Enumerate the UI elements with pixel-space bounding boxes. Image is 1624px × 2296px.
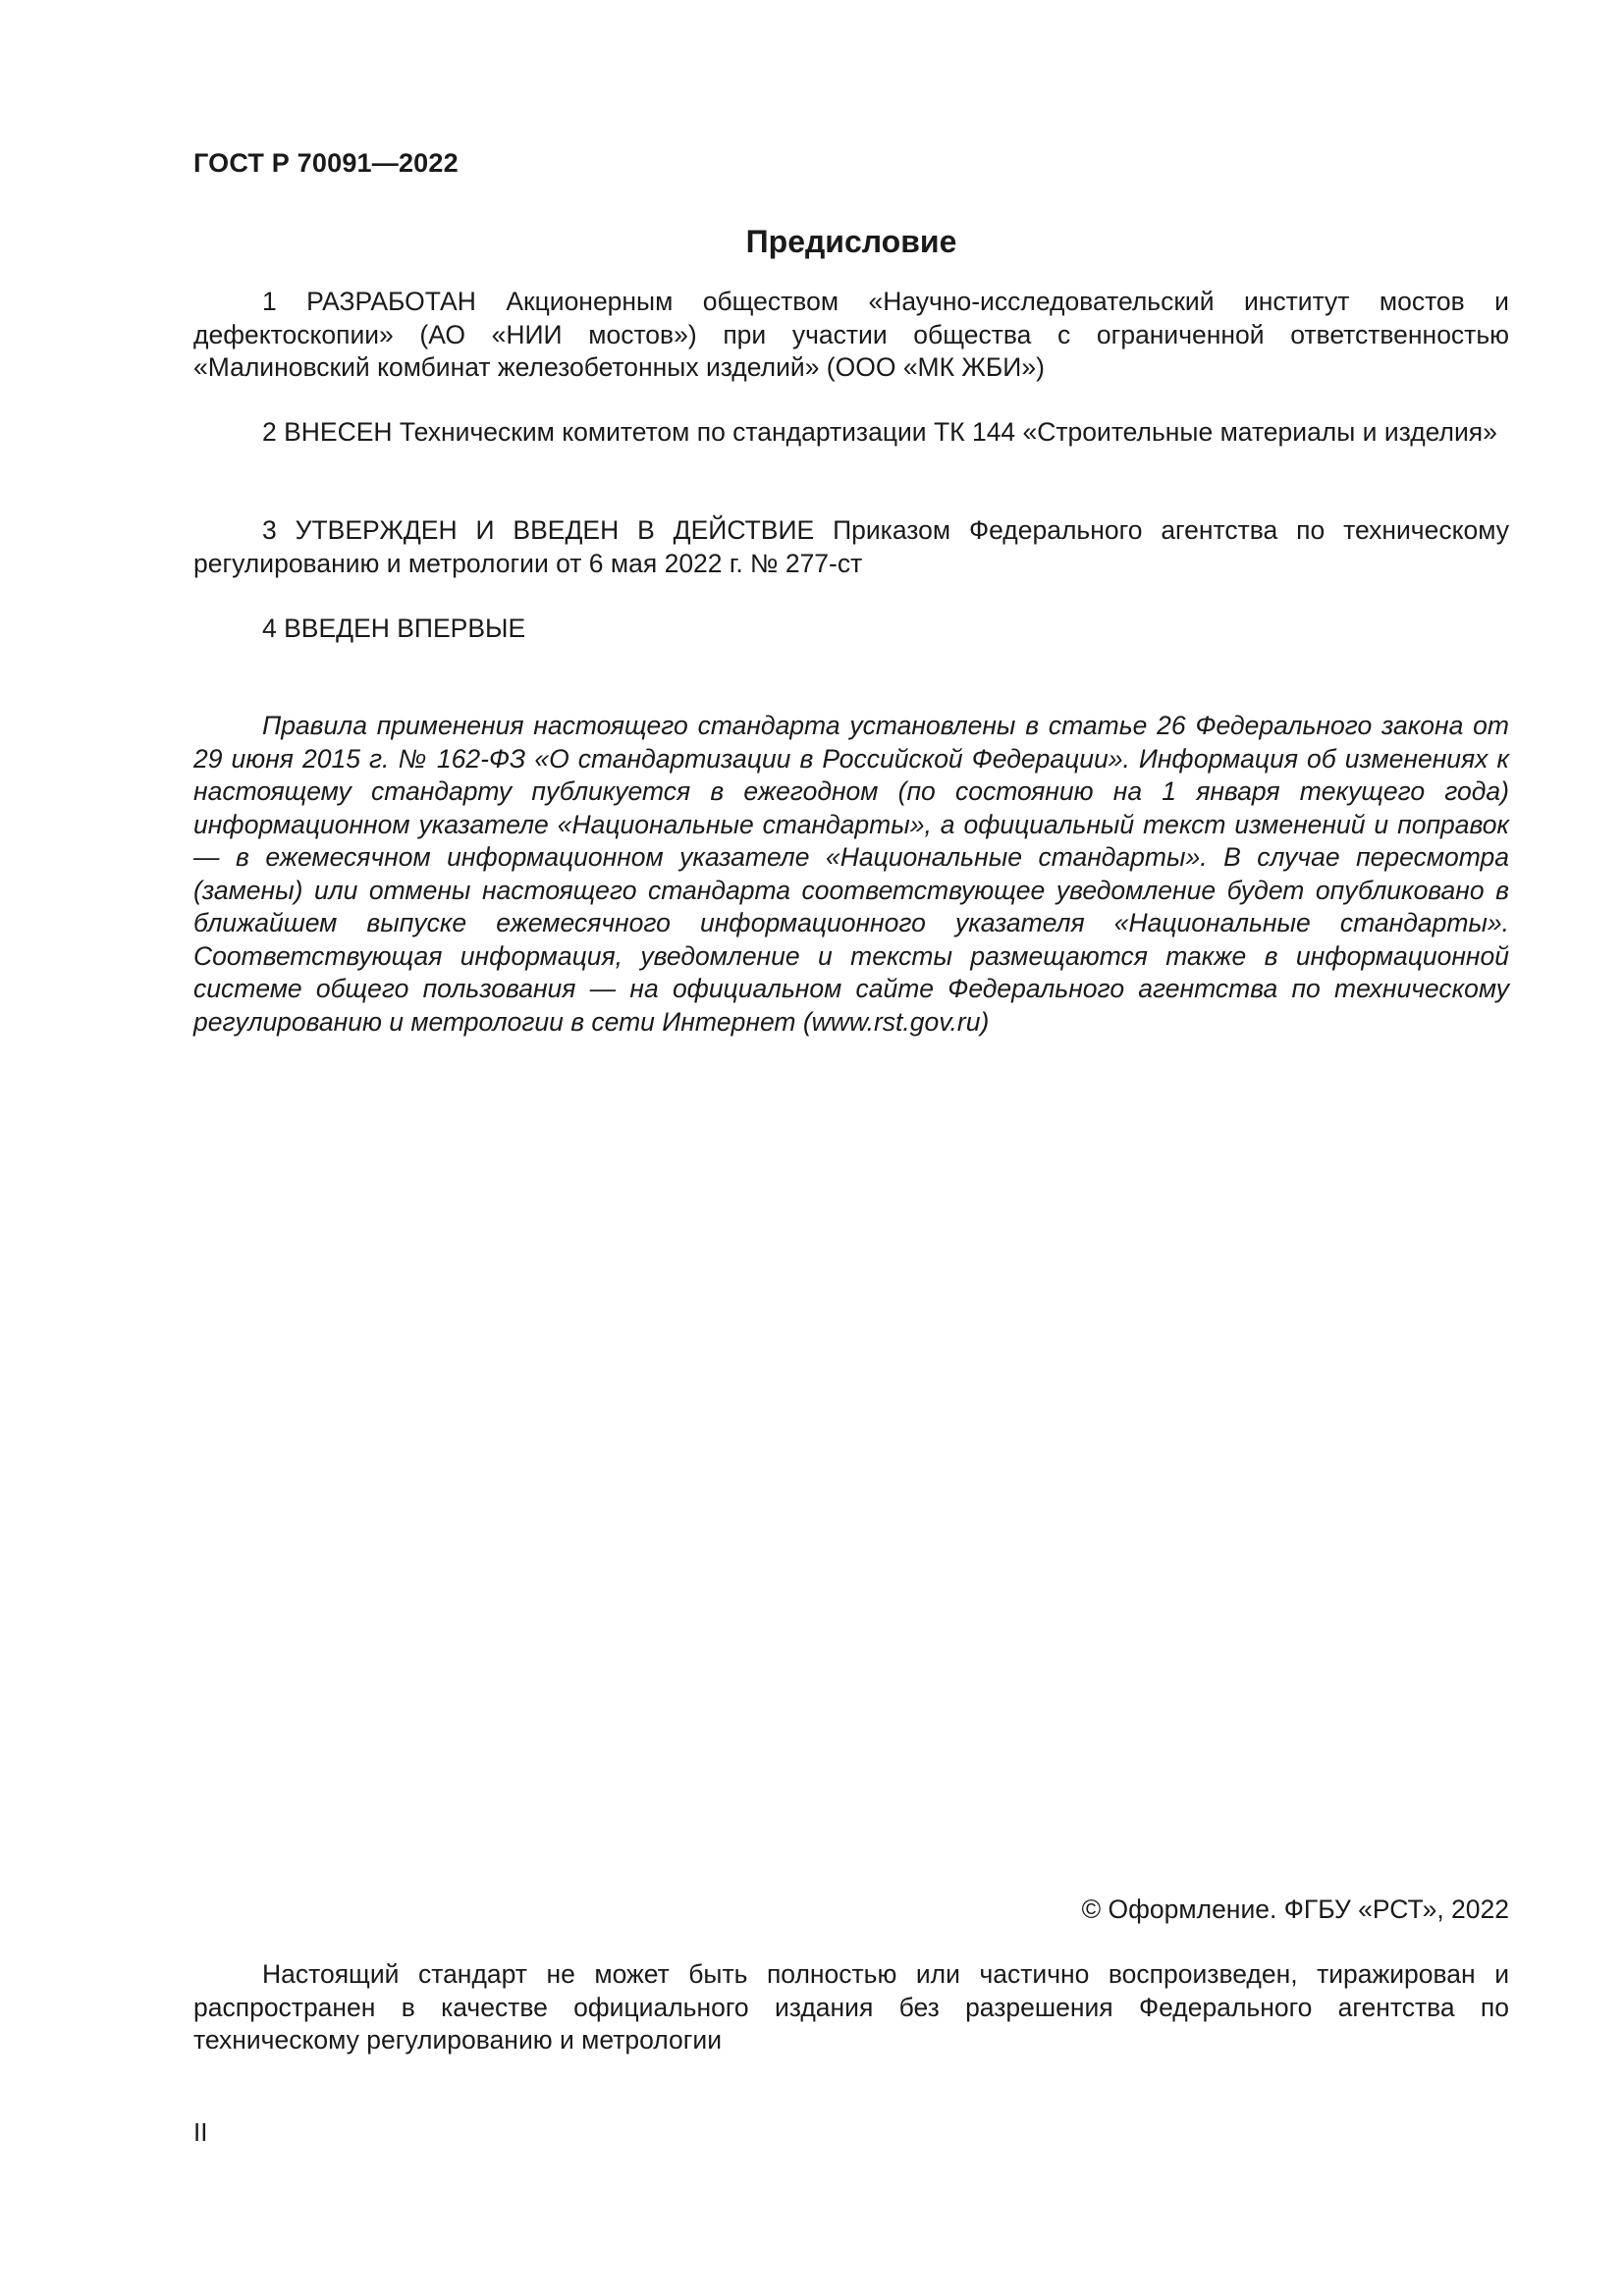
page-title: Предисловие — [745, 224, 957, 259]
copyright-line: © Оформление. ФГБУ «РСТ», 2022 — [1081, 1895, 1509, 1924]
preface-item-developed: 1 РАЗРАБОТАН Акционерным обществом «Научно-исследовательский институт мостов и дефектоскопии» (АО «НИИ мостов») при участии общества с ограниченной ответственностью «Малиновский комбинат железобетонных изделий» (ООО «МК ЖБИ») — [193, 287, 1509, 382]
preface-item-submitted: 2 ВНЕСЕН Техническим комитетом по стандартизации ТК 144 «Строительные материалы и изделия» — [262, 417, 1497, 447]
page-number: II — [193, 2117, 208, 2147]
preface-item-approved: 3 УТВЕРЖДЕН И ВВЕДЕН В ДЕЙСТВИЕ Приказом Федерального агентства по техническому регулированию и метрологии от 6 мая 2022 г. № 277-ст — [193, 515, 1509, 578]
preface-item-introduced: 4 ВВЕДЕН ВПЕРВЫЕ — [262, 614, 526, 643]
rules-of-application-note: Правила применения настоящего стандарта установлены в статье 26 Федерального закона от 29 июня 2015 г. № 162-ФЗ «О стандартизации в Российской Федерации». Информация об изменениях к настоящему стандарту публикуется в ежегодном (по состоянию на 1 января текущего года) информационном указателе «Национальные стандарты», а официальный текст изменений и поправок — в ежемесячном информационном указателе «Национальные стандарты». В случае пересмотра (замены) или отмены настоящего стандарта соответствующее уведомление будет опубликовано в ближайшем выпуске ежемесячного информационного указателя «Национальные стандарты». Соответствующая информация, уведомление и тексты размещаются также в информационной системе общего пользования — на официальном сайте Федерального агентства по техническому регулированию и метрологии в сети Интернет (www.rst.gov.ru) — [193, 711, 1509, 1037]
reproduction-notice: Настоящий стандарт не может быть полностью или частично воспроизведен, тиражирован и распространен в качестве официального издания без разрешения Федерального агентства по техническому регулированию и метрологии — [193, 1959, 1509, 2055]
document-code: ГОСТ Р 70091—2022 — [193, 148, 459, 178]
